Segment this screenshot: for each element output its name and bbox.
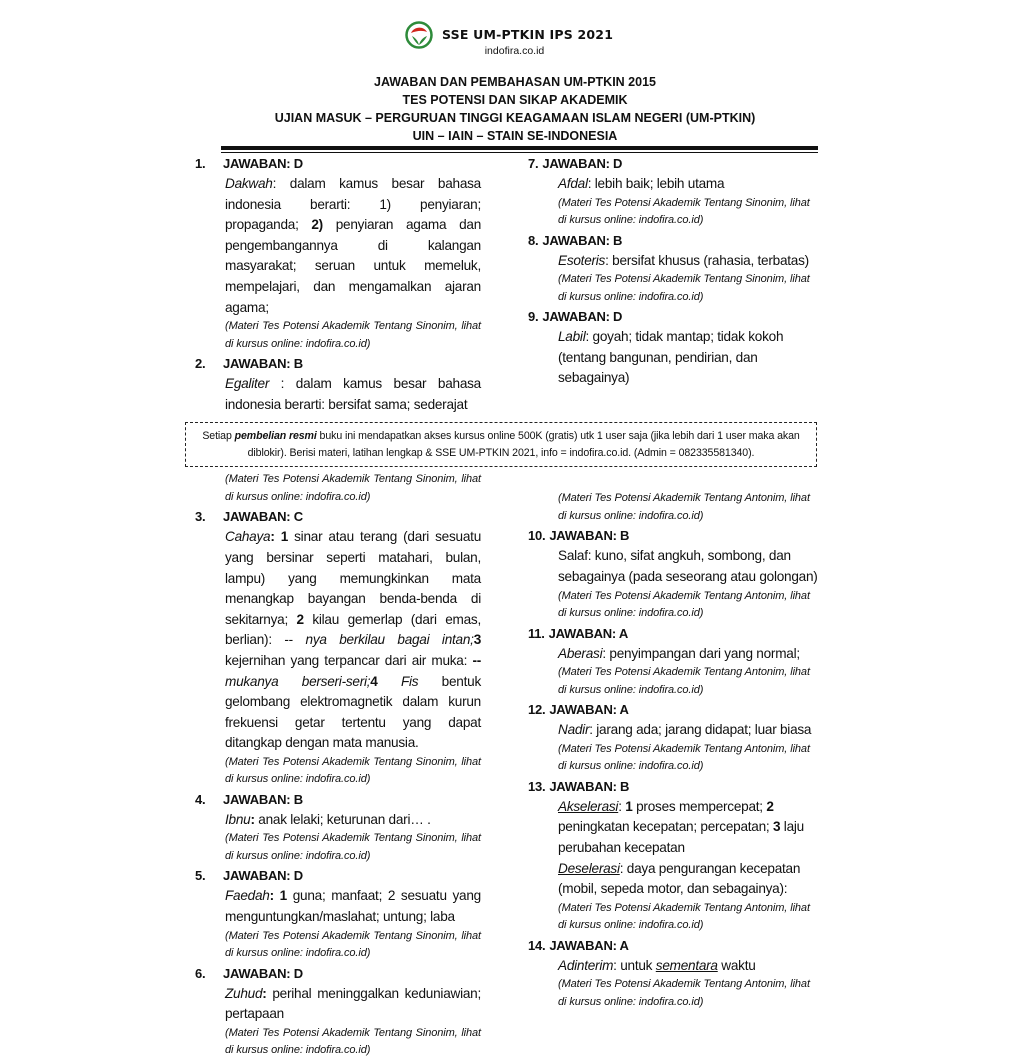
text-segment: Deselerasi [558, 860, 620, 876]
reference-note: (Materi Tes Potensi Akademik Tentang Sinonim, lihat di kursus online: indofira.co.id) [225, 1026, 481, 1057]
brand-name: SSE UM-PTKIN IPS 2021 [442, 27, 614, 42]
answers-column-top-left [195, 154, 481, 416]
answers-column-bottom-left [195, 471, 481, 1061]
reference-note: (Materi Tes Potensi Akademik Tentang Sinonim, lihat di kursus online: indofira.co.id) [225, 473, 481, 503]
text-segment: : dalam kamus besar bahasa indonesia berarti: 1) penyiaran; propaganda; [225, 176, 481, 233]
text-segment: penyiaran agama dan pengembangannya di kalangan masyarakat; seruan untuk memeluk, mempelajari, dan mengamalkan ajaran agama; [225, 217, 481, 315]
reference-note: (Materi Tes Potensi Akademik Tentang Antonim, lihat di kursus online: indofira.co.id) [558, 492, 810, 522]
text-segment: 2 [296, 611, 304, 627]
text-segment: anak lelaki; keturunan dari… . [254, 811, 431, 827]
answers-row-bottom [0, 471, 1024, 1061]
answer-item [195, 154, 481, 353]
reference-note: (Materi Tes Potensi Akademik Tentang Antonim, lihat di kursus online: indofira.co.id) [558, 589, 810, 620]
answer-title [528, 526, 818, 546]
question-number: 4. [195, 791, 206, 807]
document-subtitle: UIN – IAIN – STAIN SE-INDONESIA [412, 129, 618, 143]
text-segment: mukanya berseri-seri; [225, 673, 371, 689]
answer-explanation [225, 886, 481, 927]
notice-text: Setiap [202, 430, 235, 443]
text-segment: guna; manfaat; 2 sesuatu yang menguntungkan/maslahat; untung; laba [225, 888, 481, 925]
answer-title [195, 790, 481, 810]
answer-key: JAWABAN: B [542, 232, 623, 248]
answer-title [528, 231, 818, 251]
text-segment: : 1 [269, 888, 287, 904]
answer-item [528, 624, 818, 700]
answer-explanation [225, 374, 481, 415]
answer-key: JAWABAN: C [223, 509, 303, 525]
text-segment: Zuhud [225, 985, 263, 1001]
answer-item [528, 154, 818, 230]
reference-note: (Materi Tes Potensi Akademik Tentang Antonim, lihat di kursus online: indofira.co.id) [558, 742, 810, 773]
header-divider-thin [221, 152, 818, 153]
answer-key: JAWABAN: B [223, 356, 303, 372]
text-segment: : jarang ada; jarang didapat; luar biasa [589, 722, 812, 738]
answer-item [528, 936, 818, 1012]
answers-row-top [0, 154, 1024, 416]
text-segment: Salaf: kuno, sifat angkuh, sombong, dan sebagainya (pada seseorang atau golongan) [558, 548, 818, 584]
text-segment: Fis [400, 673, 419, 689]
question-number: 14. [528, 937, 546, 953]
answer-key: JAWABAN: D [542, 156, 623, 171]
answers-content [0, 154, 1024, 1061]
text-segment: 2 [766, 798, 774, 814]
answer-explanation [558, 327, 818, 389]
text-segment: -- [472, 652, 481, 668]
text-segment: Aberasi [558, 645, 603, 661]
answer-title [528, 307, 818, 327]
answer-key: JAWABAN: A [548, 625, 628, 641]
text-segment: Adinterim [558, 957, 614, 973]
text-segment: Cahaya [225, 529, 271, 545]
answer-key: JAWABAN: B [549, 528, 630, 544]
text-segment: 1 [625, 798, 633, 814]
text-segment: 3 [772, 819, 781, 835]
text-segment: Esoteris [558, 252, 606, 268]
answer-key: JAWABAN: D [223, 156, 303, 171]
reference-note: (Materi Tes Potensi Akademik Tentang Antonim, lihat di kursus online: indofira.co.id) [558, 901, 810, 932]
text-segment: kejernihan yang terpancar dari air muka: [225, 652, 473, 668]
question-number: 12. [528, 702, 546, 718]
text-segment: kilau gemerlap (dari emas, berlian): -- [225, 611, 482, 648]
text-segment: : bersifat khusus (rahasia, terbatas) [605, 252, 809, 268]
text-segment: 3 [473, 632, 482, 648]
text-segment: : lebih baik; lebih utama [587, 176, 725, 191]
answer-item [528, 307, 818, 389]
answer-title [195, 866, 481, 886]
reference-note: (Materi Tes Potensi Akademik Tentang Sinonim, lihat di kursus online: indofira.co.id) [225, 755, 481, 786]
text-segment: peningkatan kecepatan; percepatan; [558, 819, 773, 835]
text-segment [378, 674, 401, 689]
text-segment: : [262, 985, 267, 1001]
answer-item [528, 231, 818, 307]
text-segment: 4 [370, 673, 378, 689]
answer-item [528, 490, 818, 525]
answer-explanation [558, 174, 818, 195]
text-segment: perihal meninggalkan keduniawian; pertapaan [225, 985, 481, 1022]
question-number: 13. [528, 778, 546, 794]
answer-explanation [225, 527, 481, 754]
answer-explanation [225, 174, 481, 318]
text-segment: (tentang bangunan, pendirian, dan sebagainya) [558, 349, 758, 386]
purchase-notice-box [185, 422, 817, 467]
question-number: 11. [528, 625, 545, 641]
answer-explanation [558, 546, 818, 587]
text-segment: Akselerasi [558, 798, 619, 814]
answer-explanation [225, 810, 481, 831]
text-segment: sinar atau terang (dari sesuatu yang bersinar seperti matahari, bulan, lampu) yang memungkinkan mata menangkap bayangan benda-benda di sekitarnya; [225, 529, 482, 627]
text-segment: : [250, 811, 255, 827]
reference-note: (Materi Tes Potensi Akademik Tentang Sinonim, lihat di kursus online: indofira.co.id) [558, 196, 810, 227]
text-segment: proses mempercepat; [632, 798, 767, 814]
question-number: 9. [528, 309, 539, 325]
answer-item [528, 526, 818, 622]
answer-title [195, 507, 481, 527]
text-segment: : untuk [613, 957, 656, 973]
answer-key: JAWABAN: D [542, 309, 623, 325]
text-segment: : penyimpangan dari yang normal; [602, 645, 800, 661]
site-url: indofira.co.id [484, 45, 545, 57]
text-segment: Dakwah [225, 176, 273, 191]
answer-explanation [558, 251, 818, 272]
question-number: 8. [528, 232, 539, 248]
answer-item [195, 471, 481, 506]
question-number: 5. [195, 868, 206, 884]
answer-title [195, 964, 481, 984]
question-number: 10. [528, 528, 546, 544]
text-segment: 2) [311, 217, 323, 233]
answer-item [528, 777, 818, 935]
answer-key: JAWABAN: B [223, 791, 303, 807]
reference-note: (Materi Tes Potensi Akademik Tentang Sinonim, lihat di kursus online: indofira.co.id) [225, 320, 481, 350]
text-segment: : daya pengurangan kecepatan (mobil, sepeda motor, dan sebagainya): [558, 860, 801, 897]
question-number: 1. [195, 156, 206, 171]
answer-key: JAWABAN: D [223, 965, 303, 981]
answer-item [195, 964, 481, 1060]
reference-note: (Materi Tes Potensi Akademik Tentang Sinonim, lihat di kursus online: indofira.co.id) [558, 273, 810, 303]
text-segment: sementara [655, 957, 718, 973]
answer-title [528, 624, 818, 644]
text-segment: Egaliter [225, 376, 270, 392]
text-segment: Afdal [558, 176, 588, 191]
document-subtitle: UJIAN MASUK – PERGURUAN TINGGI KEAGAMAAN ISLAM NEGERI (UM-PTKIN) [274, 111, 756, 125]
answer-key: JAWABAN: A [549, 937, 629, 953]
answer-key: JAWABAN: B [549, 778, 630, 794]
notice-emphasis: pembelian resmi [234, 430, 317, 443]
answer-key: JAWABAN: D [223, 868, 303, 884]
text-segment: bentuk gelombang elektromagnetik dalam kurun frekuensi getar tertentu yang dapat ditangkap dengan mata manusia. [225, 673, 481, 751]
answer-key: JAWABAN: A [549, 702, 629, 718]
question-number: 2. [195, 356, 206, 372]
question-number: 3. [195, 509, 206, 525]
document-titles [200, 73, 830, 145]
answer-item [195, 866, 481, 962]
answer-explanation [225, 984, 481, 1025]
answer-title [528, 936, 818, 956]
document-subtitle: TES POTENSI DAN SIKAP AKADEMIK [402, 93, 628, 107]
text-segment: Faedah [225, 888, 270, 904]
answer-title [195, 154, 481, 174]
text-segment: : [618, 798, 626, 814]
answer-explanation [558, 720, 818, 741]
answer-explanation [558, 797, 818, 900]
document-title: JAWABAN DAN PEMBAHASAN UM-PTKIN 2015 [374, 75, 656, 89]
text-segment: nya berkilau bagai intan; [305, 632, 474, 648]
answer-explanation [558, 956, 818, 977]
notice-text: buku ini mendapatkan akses kursus online 500K (gratis) utk 1 user saja (jika lebih dari 1 user maka akan diblokir). Berisi materi, latihan lengkap & SSE UM-PTKIN 2021, info = indofira.co.id. (Admin = 082335581340). [247, 430, 800, 460]
answer-item [195, 354, 481, 415]
answer-title [195, 354, 481, 374]
reference-note: (Materi Tes Potensi Akademik Tentang Antonim, lihat di kursus online: indofira.co.id) [558, 666, 810, 696]
text-segment: : goyah; tidak mantap; tidak kokoh [585, 329, 784, 345]
answer-title [528, 154, 818, 174]
reference-note: (Materi Tes Potensi Akademik Tentang Antonim, lihat di kursus online: indofira.co.id) [558, 978, 810, 1008]
answers-column-top-right [528, 154, 818, 390]
answer-item [528, 700, 818, 776]
question-number: 6. [195, 965, 206, 981]
question-number: 7. [528, 156, 539, 171]
text-segment: Labil [558, 329, 586, 345]
text-segment: waktu [717, 957, 756, 973]
header-divider [221, 146, 818, 150]
text-segment: Nadir [558, 722, 590, 738]
reference-note: (Materi Tes Potensi Akademik Tentang Sinonim, lihat di kursus online: indofira.co.id) [225, 929, 481, 960]
answer-item [195, 790, 481, 866]
text-segment: : dalam kamus besar bahasa indonesia berarti: bersifat sama; sederajat [225, 376, 481, 412]
answer-title [528, 777, 818, 797]
text-segment: : 1 [270, 529, 289, 545]
text-segment: Ibnu [225, 811, 251, 827]
text-segment: laju perubahan kecepatan [558, 819, 804, 855]
answer-explanation [558, 644, 818, 665]
answer-title [528, 700, 818, 720]
reference-note: (Materi Tes Potensi Akademik Tentang Sinonim, lihat di kursus online: indofira.co.id) [225, 832, 481, 862]
answer-item [195, 507, 481, 789]
answers-column-bottom-right [528, 471, 818, 1012]
